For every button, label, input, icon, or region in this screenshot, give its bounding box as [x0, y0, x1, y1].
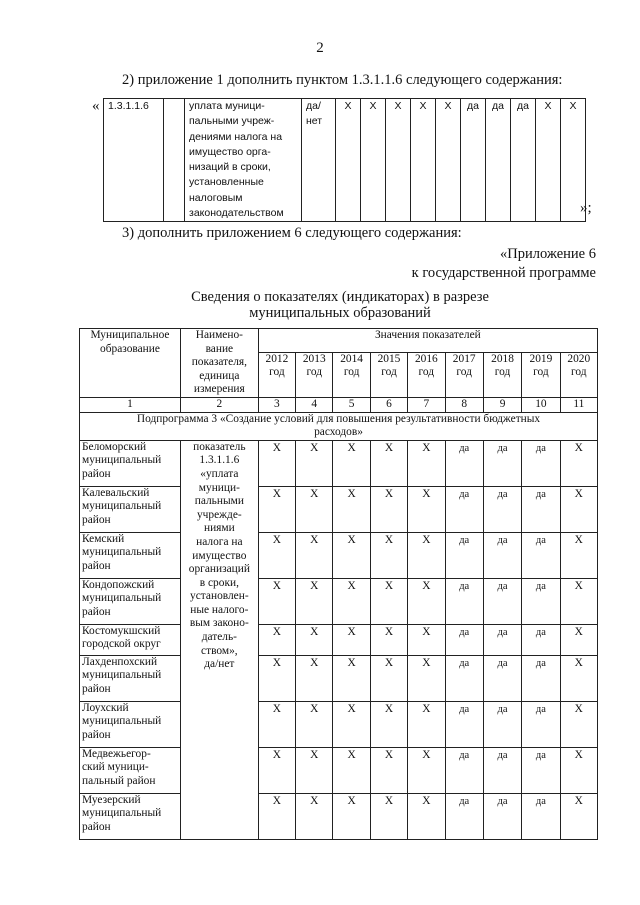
value-cell: X — [296, 655, 333, 701]
line: единица — [199, 369, 240, 382]
year-cell: 2015 год — [370, 352, 407, 397]
value-cell: да — [445, 701, 483, 747]
col-number: 2 — [180, 397, 258, 412]
line: 1.3.1.1.6 — [199, 454, 240, 467]
value-cell: X — [333, 440, 370, 486]
line: нет — [306, 115, 323, 128]
value-cell: да — [522, 440, 560, 486]
cell-value: X — [536, 99, 561, 222]
line: Подпрограмма 3 «Создание условий для повышения результативности бюджетных — [136, 412, 541, 425]
value-cell: да — [522, 486, 560, 532]
year-cell: 2018 год — [483, 352, 521, 397]
line: ные налого- — [190, 603, 249, 616]
municipality-name — [80, 747, 181, 793]
line: вание — [205, 342, 234, 355]
cell-unit — [302, 99, 336, 222]
table-row — [80, 747, 598, 793]
value-cell: X — [370, 486, 407, 532]
value-cell: да — [445, 747, 483, 793]
line: городской округ — [82, 638, 161, 651]
line: район — [82, 820, 111, 833]
col-number: 6 — [370, 397, 407, 412]
value-cell: да — [483, 532, 521, 578]
col-number: 11 — [560, 397, 597, 412]
line: район — [82, 467, 111, 480]
municipality-name — [80, 793, 181, 839]
page-number: 2 — [316, 40, 324, 56]
col-number: 3 — [258, 397, 295, 412]
value-cell: X — [258, 578, 295, 624]
item-2-text: 2) приложение 1 дополнить пунктом 1.3.1.1.6 следующего содержания: — [122, 72, 563, 88]
value-cell: X — [258, 486, 295, 532]
value-cell: X — [370, 578, 407, 624]
line: в сроки, — [199, 576, 239, 589]
line: ский муници- — [82, 761, 149, 774]
value-cell: X — [560, 578, 597, 624]
cell-value: да — [461, 99, 486, 222]
line: муниципальный — [82, 592, 162, 605]
value-cell: да — [445, 655, 483, 701]
value-cell: X — [370, 747, 407, 793]
line: дениями налога на — [189, 130, 283, 143]
line: измерения — [193, 383, 245, 396]
value-cell: X — [370, 655, 407, 701]
value-cell: X — [408, 486, 445, 532]
col-number: 8 — [445, 397, 483, 412]
value-cell: да — [522, 701, 560, 747]
col-number: 4 — [296, 397, 333, 412]
col-number: 1 — [80, 397, 181, 412]
value-cell: X — [370, 624, 407, 655]
line: район — [82, 513, 111, 526]
municipality-name — [80, 532, 181, 578]
value-cell: X — [560, 655, 597, 701]
value-cell: X — [408, 440, 445, 486]
line: Лахденпохский — [82, 655, 158, 668]
cell-empty — [164, 99, 185, 222]
value-cell: X — [408, 747, 445, 793]
col-number: 7 — [408, 397, 445, 412]
value-cell: X — [296, 793, 333, 839]
col-number: 9 — [483, 397, 521, 412]
table-row — [80, 701, 598, 747]
header-row — [80, 329, 598, 353]
value-cell: X — [333, 578, 370, 624]
value-cell: X — [560, 532, 597, 578]
municipality-name — [80, 486, 181, 532]
cell-value: X — [361, 99, 386, 222]
line: Кондопожский — [82, 578, 155, 591]
municipality-name — [80, 624, 181, 655]
line: да/ — [306, 100, 321, 112]
line: Калевальский — [82, 486, 150, 499]
value-cell: X — [258, 747, 295, 793]
item-3-text: 3) дополнить приложением 6 следующего содержания: — [122, 225, 462, 241]
line: имущество орга- — [189, 145, 271, 158]
value-cell: да — [483, 701, 521, 747]
header-values: Значения показателей — [258, 329, 597, 353]
value-cell: да — [483, 486, 521, 532]
line: Кемский — [82, 532, 125, 545]
table-row — [104, 99, 586, 222]
table-row — [80, 486, 598, 532]
cell-value: да — [511, 99, 536, 222]
value-cell: X — [370, 532, 407, 578]
cell-value: X — [336, 99, 361, 222]
municipality-name — [80, 655, 181, 701]
value-cell: X — [560, 747, 597, 793]
line: вым законо- — [189, 617, 249, 630]
line: показатель — [193, 440, 246, 453]
line: муниципальный — [82, 715, 162, 728]
line: район — [82, 605, 111, 618]
line: район — [82, 728, 111, 741]
line: муниципальный — [82, 807, 162, 820]
line: уплата муници- — [189, 100, 265, 112]
table-row — [80, 578, 598, 624]
line: датель- — [201, 631, 237, 644]
title-line: Сведения о показателях (индикаторах) в разрезе — [191, 289, 489, 305]
indicators-table — [79, 328, 598, 840]
subprogram-row — [80, 412, 598, 440]
value-cell: X — [333, 624, 370, 655]
line: район — [82, 682, 111, 695]
value-cell: да — [522, 793, 560, 839]
value-cell: X — [408, 701, 445, 747]
line: Беломорский — [82, 440, 147, 453]
value-cell: X — [408, 532, 445, 578]
line: низаций в сроки, — [189, 161, 271, 174]
year-cell: 2014 год — [333, 352, 370, 397]
year-cell: 2020 год — [560, 352, 597, 397]
line: учрежде- — [196, 508, 242, 521]
value-cell: X — [258, 793, 295, 839]
value-cell: X — [258, 440, 295, 486]
year-cell: 2017 год — [445, 352, 483, 397]
value-cell: X — [560, 440, 597, 486]
line: Муезерский — [82, 793, 141, 806]
line: ниями — [203, 522, 235, 535]
value-cell: X — [258, 532, 295, 578]
cell-code: 1.3.1.1.6 — [104, 99, 164, 222]
line: пальный район — [82, 774, 156, 787]
value-cell: X — [333, 701, 370, 747]
table-title — [0, 289, 640, 321]
line: Наимено- — [195, 329, 243, 341]
table-row — [80, 440, 598, 486]
value-cell: X — [560, 793, 597, 839]
line: ством», — [201, 644, 238, 657]
value-cell: X — [370, 701, 407, 747]
line: Лоухский — [82, 701, 129, 714]
close-quote: »; — [580, 200, 592, 216]
col-number: 5 — [333, 397, 370, 412]
indicator-description — [180, 440, 258, 839]
year-cell: 2013 год — [296, 352, 333, 397]
header-indicator — [180, 329, 258, 398]
cell-value: X — [561, 99, 586, 222]
value-cell: да — [445, 624, 483, 655]
cell-value: X — [386, 99, 411, 222]
value-cell: X — [258, 701, 295, 747]
value-cell: да — [483, 624, 521, 655]
value-cell: X — [560, 701, 597, 747]
header-municipality — [80, 329, 181, 398]
line: да/нет — [204, 658, 235, 671]
cell-value: X — [436, 99, 461, 222]
table-row — [80, 793, 598, 839]
title-line: муниципальных образований — [249, 305, 431, 321]
value-cell: да — [483, 655, 521, 701]
value-cell: X — [296, 701, 333, 747]
column-numbers-row — [80, 397, 598, 412]
line: район — [82, 559, 111, 572]
line: установленные — [189, 176, 264, 189]
line: организаций — [188, 563, 250, 576]
value-cell: X — [296, 624, 333, 655]
value-cell: X — [370, 440, 407, 486]
line: показателя, — [191, 356, 247, 369]
year-cell: 2019 год — [522, 352, 560, 397]
addition-table — [103, 98, 586, 222]
table-row — [80, 624, 598, 655]
value-cell: да — [522, 532, 560, 578]
line: муниципальный — [82, 669, 162, 682]
value-cell: X — [296, 486, 333, 532]
value-cell: да — [522, 747, 560, 793]
municipality-name — [80, 578, 181, 624]
line: законодательством — [189, 207, 284, 220]
line: Костомукшский — [82, 624, 161, 637]
value-cell: да — [445, 578, 483, 624]
value-cell: X — [296, 747, 333, 793]
line: расходов» — [314, 426, 363, 439]
value-cell: X — [258, 655, 295, 701]
value-cell: X — [560, 624, 597, 655]
line: налоговым — [189, 191, 243, 204]
municipality-name — [80, 701, 181, 747]
line: установлен- — [190, 590, 249, 603]
appendix-line-2: к государственной программе — [411, 265, 596, 281]
line: пальными — [194, 495, 244, 508]
line: пальными учреж- — [189, 115, 275, 128]
value-cell: да — [445, 532, 483, 578]
value-cell: X — [296, 578, 333, 624]
col-number: 10 — [522, 397, 560, 412]
cell-value: да — [486, 99, 511, 222]
line: «уплата — [200, 467, 239, 480]
line: муниципальный — [82, 500, 162, 513]
year-cell: 2016 год — [408, 352, 445, 397]
cell-indicator-name — [185, 99, 302, 222]
year-cell: 2012 год — [258, 352, 295, 397]
value-cell: да — [483, 793, 521, 839]
value-cell: X — [258, 624, 295, 655]
line: муници- — [198, 481, 240, 494]
value-cell: X — [370, 793, 407, 839]
line: Медвежьегор- — [82, 747, 151, 760]
value-cell: X — [296, 532, 333, 578]
value-cell: да — [522, 655, 560, 701]
line: муниципальный — [82, 546, 162, 559]
table-row — [80, 532, 598, 578]
line: образование — [100, 342, 160, 355]
value-cell: X — [408, 655, 445, 701]
value-cell: X — [296, 440, 333, 486]
value-cell: да — [445, 793, 483, 839]
line: налога на — [196, 535, 243, 548]
value-cell: да — [445, 486, 483, 532]
municipality-name — [80, 440, 181, 486]
value-cell: X — [333, 793, 370, 839]
table-row — [80, 655, 598, 701]
value-cell: X — [333, 747, 370, 793]
value-cell: да — [483, 440, 521, 486]
line: имущество — [192, 549, 247, 562]
value-cell: X — [333, 532, 370, 578]
line: Муниципальное — [90, 329, 170, 341]
value-cell: да — [483, 747, 521, 793]
value-cell: да — [522, 578, 560, 624]
line: муниципальный — [82, 454, 162, 467]
subprogram-title — [80, 412, 598, 440]
value-cell: да — [483, 578, 521, 624]
appendix-line-1: «Приложение 6 — [500, 246, 596, 262]
value-cell: X — [333, 655, 370, 701]
cell-value: X — [411, 99, 436, 222]
value-cell: X — [408, 793, 445, 839]
value-cell: да — [445, 440, 483, 486]
value-cell: X — [408, 624, 445, 655]
open-quote: « — [92, 98, 100, 114]
value-cell: X — [408, 578, 445, 624]
value-cell: X — [560, 486, 597, 532]
value-cell: да — [522, 624, 560, 655]
value-cell: X — [333, 486, 370, 532]
